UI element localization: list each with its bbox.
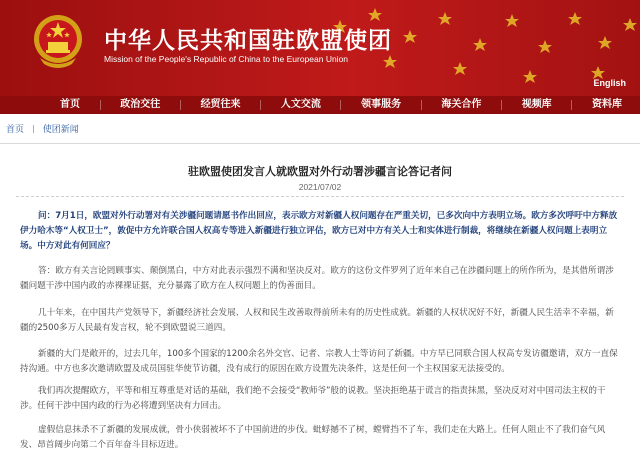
article-paragraph: 虚假信息抹杀不了新疆的发展成就，骨小侠弱被坏不了中国前进的步伐。蚍蜉撼不了树，螳臂挡不了车，我们走在大路上。任何人阻止不了我们奋气风发、昂首阔步向第二个百年奋斗目标迈进。	[20, 425, 606, 450]
nav-item-consular[interactable]: 领事服务	[361, 99, 402, 110]
article-paragraph: 答：欧方有关言论罔顾事实、颠倒黑白，中方对此表示强烈不满和坚决反对。欧方的这份文件罗列了近年来自己在涉疆问题上的所作所为，是其借所谓涉疆问题干涉中国内政的赤裸裸证据，充分暴露了欧方在人权问题上的伪善面目。	[20, 266, 614, 291]
site-subtitle: Mission of the People's Republic of China to the European Union	[104, 54, 349, 64]
nav-item-resources[interactable]: 资料库	[591, 99, 622, 110]
nav-item-home[interactable]: 首页	[60, 99, 80, 110]
breadcrumb-mission-news[interactable]: 使团新闻	[42, 125, 79, 135]
english-language-link[interactable]: English	[593, 78, 626, 88]
article-title: 驻欧盟使团发言人就欧盟对外行动署涉疆言论答记者问	[188, 165, 452, 178]
title-divider	[16, 196, 624, 197]
nav-item-culture[interactable]: 人文交流	[280, 99, 321, 110]
article-date: 2021/07/02	[298, 182, 342, 192]
article-question: 问：7月1日，欧盟对外行动署对有关涉疆问题请愿书作出回应，表示欧方对新疆人权问题存在严重关切，已多次向中方表明立场。欧方多次呼吁中方释放伊力哈木等“人权卫士”，敦促中方允许联合国人权高专等进入新疆进行独立评估，欧方已对中方有关人士和实体进行制裁，将继续在新疆人权问题上表明立场。中方对此有何回应？	[20, 211, 618, 251]
nav-item-customs[interactable]: 海关合作	[441, 99, 482, 110]
site-title: 中华人民共和国驻欧盟使团	[104, 28, 392, 54]
nav-divider	[100, 100, 101, 110]
main-navigation	[0, 96, 640, 114]
article-paragraph: 新疆的大门是敞开的，过去几年，100多个国家的1200余名外交官、记者、宗教人士等访问了新疆。中方早已同联合国人权高专发访疆邀请，双方一直保持沟通。中方也多次邀请欧盟及成员国驻华使节访疆，没有成行的原因在欧方设置先决条件，这是任何一个主权国家无法接受的。	[20, 349, 618, 374]
breadcrumb	[0, 114, 640, 144]
nav-divider	[421, 100, 422, 110]
header-banner	[0, 0, 640, 96]
nav-item-video[interactable]: 视频库	[521, 99, 552, 110]
article-paragraph: 我们再次提醒欧方，平等和相互尊重是对话的基础，我们绝不会接受“教师爷”般的说教。坚决拒绝基于谎言的指责抹黑，坚决反对对中国司法主权的干涉。任何干涉中国内政的行为必将遭到坚决有力回击。	[20, 386, 606, 411]
breadcrumb-separator: |	[32, 124, 35, 133]
breadcrumb-home[interactable]: 首页	[6, 125, 25, 135]
nav-divider	[340, 100, 341, 110]
nav-divider	[501, 100, 502, 110]
nav-divider	[260, 100, 261, 110]
nav-divider	[180, 100, 181, 110]
article-paragraph: 几十年来，在中国共产党领导下，新疆经济社会发展、人权和民生改善取得前所未有的历史性成就。新疆的人权状况好不好，新疆人民生活幸不幸福，新疆的2500多万人民最有发言权，轮不到欧盟说三道四。	[20, 308, 614, 333]
nav-divider	[571, 100, 572, 110]
national-emblem-icon	[32, 12, 84, 70]
nav-item-trade[interactable]: 经贸往来	[200, 99, 241, 110]
nav-item-political[interactable]: 政治交往	[120, 99, 161, 110]
